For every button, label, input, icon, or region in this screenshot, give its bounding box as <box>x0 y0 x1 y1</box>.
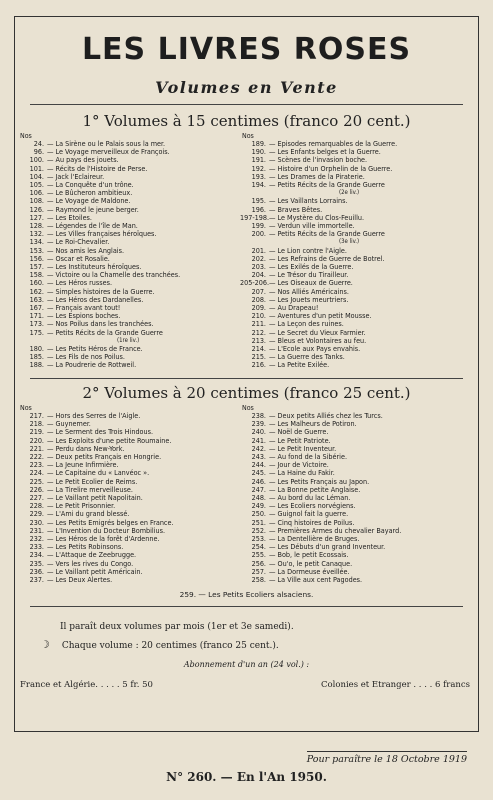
publication-frequency: Il paraît deux volumes par mois (1er et 3e samedi). <box>60 622 294 632</box>
entry-title: — Le Petit Inventeur. <box>269 443 337 453</box>
entry-number: 238. <box>251 411 266 420</box>
entry-number: 228. <box>29 501 44 511</box>
entry-title: — Les Débuts d'un grand Inventeur. <box>269 542 386 552</box>
entry-title: — Le Serment des Trois Hindous. <box>47 427 154 437</box>
entry-number: 185. <box>29 352 44 362</box>
section1-title: 1° Volumes à 15 centimes (franco 20 cent.) <box>82 112 411 130</box>
entry-number: 127. <box>29 212 44 222</box>
entry-title: — La Sirène ou le Palais sous la mer. <box>47 139 166 148</box>
entry-title: — Le Vaillant petit Napolitain. <box>47 493 143 503</box>
entry-number: 199. <box>251 221 266 231</box>
entry-title: — L'Attaque de Zeebrugge. <box>47 550 137 560</box>
entry-title: — Les Drames de la Piraterie. <box>269 171 365 181</box>
entry-title: — La Jeune Infirmière. <box>47 460 119 470</box>
subscription-label: Abonnement d'un an (24 vol.) : <box>183 660 310 669</box>
entry-title: — Les Petits Emigrés belges en France. <box>47 517 174 527</box>
entry-title: — Les Jouets meurtriers. <box>269 294 349 304</box>
price-france: France et Algérie. . . . . 5 fr. 50 <box>20 680 153 690</box>
entry-title: — Le Voyage merveilleux de François. <box>47 147 170 157</box>
entry-number: 234. <box>29 550 44 560</box>
entry-number: 108. <box>29 196 44 206</box>
entry-title: — Les Instituteurs héroïques. <box>47 262 142 272</box>
entry-number: 163. <box>29 294 44 304</box>
entry-title: — Oscar et Rosalie. <box>47 253 110 263</box>
entry-number: 96. <box>33 147 44 157</box>
entry-title: — Deux petits Alliés chez les Turcs. <box>269 411 383 420</box>
entry-title: — Le Mystère du Clos-Feuillu. <box>269 212 365 222</box>
entry-number: 248. <box>251 493 266 503</box>
entry-title: — Les Exilés de la Guerre. <box>269 262 354 272</box>
section2-title: 2° Volumes à 20 centimes (franco 25 cent.) <box>82 384 411 402</box>
entry-title: — Le Bûcheron ambitieux. <box>47 188 133 198</box>
entry-number: 173. <box>29 319 44 329</box>
entry-number: 104. <box>29 171 44 181</box>
entry-number: 235. <box>29 558 44 568</box>
entry-title: — Les Petits Robinsons. <box>47 542 124 552</box>
entry-title: — Le Petit Patriote. <box>269 435 331 445</box>
entry-title: — Nos Poilus dans les tranchées. <box>47 319 154 329</box>
entry-title: — Les Refrains de Guerre de Botrel. <box>269 253 385 263</box>
entry-number: 236. <box>29 566 44 576</box>
entry-number: 231. <box>29 525 44 535</box>
entry-title: — Petits Récits de la Grande Guerre <box>269 229 385 239</box>
entry-number: 216. <box>251 360 266 370</box>
entry-number: 257. <box>251 566 266 576</box>
entry-number: 167. <box>29 303 44 313</box>
entry-number: 132. <box>29 229 44 239</box>
entry-title: — Verdun ville immortelle. <box>269 221 355 231</box>
entry-title: — Bleus et Volontaires au feu. <box>269 335 367 345</box>
entry-number: 188. <box>29 360 44 370</box>
entry-title: — Bob, le petit Ecossais. <box>269 550 349 560</box>
entry-title: — Guignol fait la guerre. <box>269 509 349 519</box>
nos-label: Nos <box>20 132 32 140</box>
entry-title: — Hors des Serres de l'Aigle. <box>47 411 141 420</box>
entry-title: — Les Héros de la forêt d'Ardenne. <box>47 534 160 544</box>
entry-number: 223. <box>29 460 44 470</box>
entry-number: 220. <box>29 435 44 445</box>
entry-number: 258. <box>251 575 266 585</box>
entry-title: — Le Capitaine du « Lanvéoc ». <box>47 468 150 478</box>
entry-title: — Les Petits Héros de France. <box>47 344 143 354</box>
entry-title: — Les Etoiles. <box>47 212 92 222</box>
entry-number: 225. <box>29 476 44 486</box>
entry-title: — L'Ecole aux Pays envahis. <box>269 344 361 354</box>
price-colonies: Colonies et Etranger . . . . 6 francs <box>321 680 470 690</box>
entry-number: 160. <box>29 278 44 288</box>
entry-number: 219. <box>29 427 44 437</box>
entry-number: 207. <box>251 286 266 296</box>
entry-title: — Petits Récits de la Grande Guerre <box>47 327 163 337</box>
entry-title: — Au Drapeau! <box>269 303 319 313</box>
entry-number: 246. <box>251 476 266 486</box>
entry-number: 247. <box>251 484 266 494</box>
entry-title: — Au fond de la Sibérie. <box>269 452 348 462</box>
entry-number: 204. <box>251 270 266 280</box>
entry-title: — Deux petits Français en Hongrie. <box>47 452 162 462</box>
divider <box>30 378 463 379</box>
entry-title: (2e liv.) <box>339 189 360 197</box>
entry-title: — La Dormeuse éveillée. <box>269 566 350 576</box>
entry-number: 196. <box>251 204 266 214</box>
entry-title: — Ou'o, le petit Canaque. <box>269 558 353 568</box>
entry-number: 211. <box>251 319 266 329</box>
entry-number: 241. <box>251 435 266 445</box>
list-item <box>240 230 480 238</box>
list-item <box>18 329 238 337</box>
entry-title: — Le Petit Prisonnier. <box>47 501 116 511</box>
entry-title: — Petits Récits de la Grande Guerre <box>269 180 385 190</box>
nos-label: Nos <box>242 132 254 140</box>
moon-icon: ☽ <box>40 638 50 651</box>
entry-title: — Cinq histoires de Poilus. <box>269 517 355 527</box>
entry-number: 229. <box>29 509 44 519</box>
entry-number: 190. <box>251 147 266 157</box>
entry-number: 244. <box>251 460 266 470</box>
section1-right-column <box>240 132 480 370</box>
entry-number: 105. <box>29 180 44 190</box>
entry-number: 250. <box>251 509 266 519</box>
entry-number: 242. <box>251 443 266 453</box>
entry-number: 205-206. <box>240 278 270 288</box>
entry-title: — La Tirelire merveilleuse. <box>47 484 133 494</box>
entry-title: — Guynemer. <box>47 419 91 429</box>
entry-title: — Braves Bêtes. <box>269 204 323 214</box>
section1-left-column <box>18 132 238 370</box>
entry-number: 208. <box>251 294 266 304</box>
entry-title: — Les Enfants belges et la Guerre. <box>269 147 381 157</box>
entry-number: 243. <box>251 452 266 462</box>
entry-number: 215. <box>251 352 266 362</box>
entry-title: — Les Vaillants Lorrains. <box>269 196 348 206</box>
entry-title: — Les Exploits d'une petite Roumaine. <box>47 435 172 445</box>
entry-title: — Les Deux Alertes. <box>47 575 113 585</box>
entry-number: 171. <box>29 311 44 321</box>
subscription-prices <box>20 680 470 690</box>
entry-number: 157. <box>29 262 44 272</box>
entry-title: — Les Héros des Dardanelles. <box>47 294 144 304</box>
entry-number: 192. <box>251 163 266 173</box>
entry-number: 249. <box>251 501 266 511</box>
issue-number: N° 260. — En l'An 1950. <box>166 770 327 784</box>
entry-title: — La Leçon des ruines. <box>269 319 344 329</box>
entry-number: 128. <box>29 221 44 231</box>
entry-title: — Le Voyage de Maldone. <box>47 196 131 206</box>
nos-label: Nos <box>242 404 254 412</box>
entry-title: — Français avant tout! <box>47 303 121 313</box>
entry-number: 106. <box>29 188 44 198</box>
entry-number: 100. <box>29 155 44 165</box>
entry-title: — Premières Armes du chevalier Bayard. <box>269 525 402 535</box>
entry-title: — Les Héros russes. <box>47 278 113 288</box>
entry-title: — La Guerre des Tanks. <box>269 352 345 362</box>
entry-number: 24. <box>33 139 44 148</box>
last-entry: 259. — Les Petits Ecoliers alsaciens. <box>179 590 314 599</box>
entry-number: 240. <box>251 427 266 437</box>
entry-title: — La Ville aux cent Pagodes. <box>269 575 363 585</box>
entry-title: — Au bord du lac Léman. <box>269 493 351 503</box>
entry-title: — Récits de l'Histoire de Perse. <box>47 163 148 173</box>
entry-number: 209. <box>251 303 266 313</box>
divider <box>30 104 463 105</box>
entry-number: 224. <box>29 468 44 478</box>
entry-number: 237. <box>29 575 44 585</box>
list-item <box>18 576 238 584</box>
entry-number: 222. <box>29 452 44 462</box>
price-text: Chaque volume : 20 centimes (franco 25 cent.). <box>61 641 279 651</box>
entry-title: — La Petite Exilée. <box>269 360 330 370</box>
entry-number: 233. <box>29 542 44 552</box>
entry-title: — Vers les rives du Congo. <box>47 558 134 568</box>
entry-title: — Les Malheurs de Potiron. <box>269 419 357 429</box>
entry-number: 153. <box>29 245 44 255</box>
entry-title: — Au pays des jouets. <box>47 155 119 165</box>
entry-number: 245. <box>251 468 266 478</box>
entry-title: — Les Fils de nos Poilus. <box>47 352 125 362</box>
entry-title: — Légendes de l'île de Man. <box>47 221 138 231</box>
entry-number: 213. <box>251 335 266 345</box>
entry-title: — Le Trésor du Tirailleur. <box>269 270 349 280</box>
entry-title: — Le Roi-Chevalier. <box>47 237 110 247</box>
entry-number: 221. <box>29 443 44 453</box>
entry-number: 226. <box>29 484 44 494</box>
entry-title: — Perdu dans New-York. <box>47 443 125 453</box>
entry-title: — Le Lion contre l'Aigle. <box>269 245 347 255</box>
entry-title: — Le Petit Ecolier de Reims. <box>47 476 138 486</box>
entry-title: — La Poudrerie de Rottweil. <box>47 360 137 370</box>
page-title: LES LIVRES ROSES <box>81 32 412 67</box>
entry-number: 239. <box>251 419 266 429</box>
entry-number: 189. <box>251 139 266 148</box>
entry-number: 256. <box>251 558 266 568</box>
entry-number: 227. <box>29 493 44 503</box>
entry-number: 134. <box>29 237 44 247</box>
entry-number: 200. <box>251 229 266 239</box>
entry-number: 194. <box>251 180 266 190</box>
entry-title: — Les Espions boches. <box>47 311 121 321</box>
entry-title: — Raymond le jeune berger. <box>47 204 139 214</box>
entry-number: 197-198. <box>240 212 270 222</box>
entry-number: 158. <box>29 270 44 280</box>
entry-title: — Les Petits Français au Japon. <box>269 476 370 486</box>
section2-right-column <box>240 404 480 584</box>
list-item <box>240 181 480 189</box>
price-line <box>40 638 279 651</box>
entry-number: 214. <box>251 344 266 354</box>
entry-title: — Le Secret du Vieux Farmier. <box>269 327 366 337</box>
entry-number: 252. <box>251 525 266 535</box>
entry-title: — L'Invention du Docteur Bombilius. <box>47 525 166 535</box>
entry-title: — Les Oiseaux de Guerre. <box>269 278 353 288</box>
entry-title: — Les Ecoliers norvégiens. <box>269 501 356 511</box>
entry-title: — Victoire ou la Chamelle des tranchées. <box>47 270 181 280</box>
entry-number: 251. <box>251 517 266 527</box>
section2-left-column <box>18 404 238 584</box>
list-item <box>240 361 480 369</box>
entry-number: 162. <box>29 286 44 296</box>
entry-number: 191. <box>251 155 266 165</box>
entry-number: 156. <box>29 253 44 263</box>
list-item <box>18 361 238 369</box>
entry-title: — Simples histoires de la Guerre. <box>47 286 155 296</box>
divider <box>30 606 463 607</box>
entry-number: 218. <box>29 419 44 429</box>
entry-title: — La Haine du Fakir. <box>269 468 335 478</box>
entry-number: 195. <box>251 196 266 206</box>
entry-title: — Le Vaillant petit Américain. <box>47 566 143 576</box>
entry-number: 254. <box>251 542 266 552</box>
entry-number: 203. <box>251 262 266 272</box>
entry-title: — Episodes remarquables de la Guerre. <box>269 139 398 148</box>
entry-title: — Histoire d'un Orphelin de la Guerre. <box>269 163 393 173</box>
entry-title: — La Dentellière de Bruges. <box>269 534 360 544</box>
entry-number: 255. <box>251 550 266 560</box>
entry-number: 101. <box>29 163 44 173</box>
entry-number: 253. <box>251 534 266 544</box>
entry-number: 210. <box>251 311 266 321</box>
entry-number: 180. <box>29 344 44 354</box>
entry-title: — Nos Alliés Américains. <box>269 286 349 296</box>
entry-title: — Jour de Victoire. <box>269 460 329 470</box>
entry-number: 202. <box>251 253 266 263</box>
list-item <box>240 576 480 584</box>
entry-title: — Les Villes françaises héroïques. <box>47 229 157 239</box>
entry-title: — La Bonne petite Anglaise. <box>269 484 361 494</box>
entry-number: 193. <box>251 171 266 181</box>
entry-number: 126. <box>29 204 44 214</box>
next-issue-date: Pour paraître le 18 Octobre 1919 <box>307 751 467 765</box>
entry-number: 212. <box>251 327 266 337</box>
entry-title: — L'Ami du grand blessé. <box>47 509 130 519</box>
entry-title: — Scènes de l'invasion boche. <box>269 155 368 165</box>
entry-number: 230. <box>29 517 44 527</box>
entry-title: — Aventures d'un petit Mousse. <box>269 311 372 321</box>
entry-title: — La Conquête d'un trône. <box>47 180 134 190</box>
nos-label: Nos <box>20 404 32 412</box>
entry-title: — Nos amis les Anglais. <box>47 245 125 255</box>
entry-number: 175. <box>29 327 44 337</box>
entry-title: — Noël de Guerre. <box>269 427 329 437</box>
entry-number: 217. <box>29 411 44 420</box>
entry-number: 232. <box>29 534 44 544</box>
entry-title: (3e liv.) <box>339 238 360 246</box>
page-subtitle: Volumes en Vente <box>155 78 338 97</box>
entry-title: (1re liv.) <box>117 336 140 344</box>
entry-number: 201. <box>251 245 266 255</box>
entry-title: — Jack l'Eclaireur. <box>47 171 105 181</box>
